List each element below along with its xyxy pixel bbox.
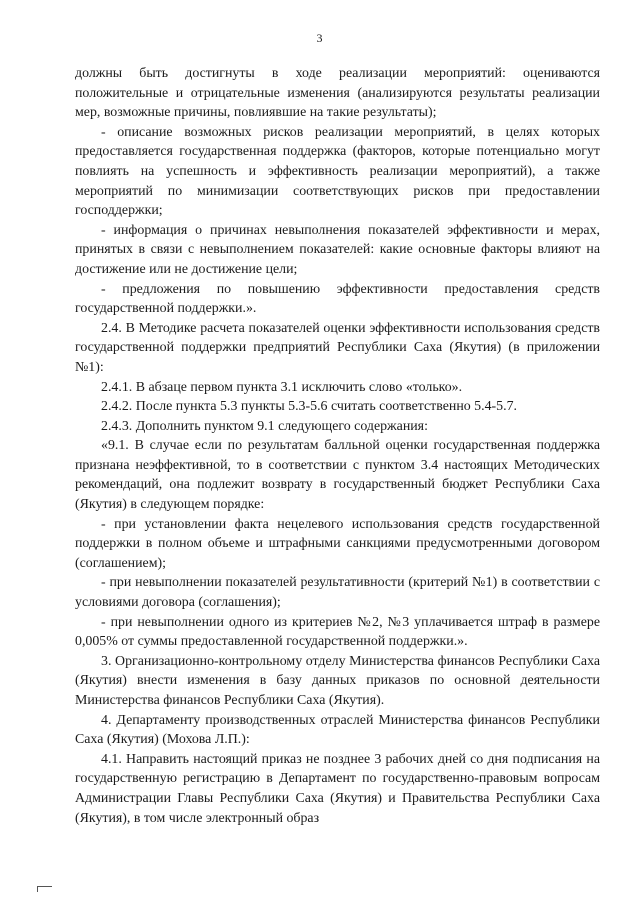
page-number: 3 <box>316 31 323 45</box>
paragraph: 2.4.1. В абзаце первом пункта 3.1 исключить слово «только». <box>101 379 463 395</box>
paragraph: - при невыполнении одного из критериев №2, №3 уплачивается штраф в размере 0,005% от суммы предоставленной государственной поддержки.». <box>75 614 600 650</box>
scan-corner-mark <box>37 886 52 892</box>
paragraph: 4.1. Направить настоящий приказ не позднее 3 рабочих дней со дня подписания на государственную регистрацию в Департамент по государственно-правовым вопросам Администрации Главы Республики Саха (Якутия) и Правительства Республики Саха (Якутия), в том числе электронный образ <box>75 751 600 826</box>
paragraph: - предложения по повышению эффективности предоставления средств государственной поддержки.». <box>75 281 600 317</box>
paragraph: 2.4. В Методике расчета показателей оценки эффективности использования средств государственной поддержки предприятий Республики Саха (Якутия) (в приложении №1): <box>75 320 600 375</box>
paragraph: - при установлении факта нецелевого использования средств государственной поддержки в полном объеме и штрафными санкциями предусмотренными договором (соглашением); <box>75 516 600 571</box>
paragraph: 3. Организационно-контрольному отделу Министерства финансов Республики Саха (Якутия) внести изменения в базу данных приказов по основной деятельности Министерства финансов Республики Саха (Якутия). <box>75 653 600 708</box>
paragraph: - описание возможных рисков реализации мероприятий, в целях которых предоставляется государственная поддержка (факторов, которые потенциально могут повлиять на успешность и эффективность реализации мероприятий), а также мероприятий по минимизации соответствующих рисков при предоставлении господдержки; <box>75 124 600 219</box>
paragraph: должны быть достигнуты в ходе реализации мероприятий: оцениваются положительные и отрицательные изменения (анализируются результаты реализации мер, возможные причины, повлиявшие на такие результаты); <box>75 66 600 121</box>
paragraph: 2.4.2. После пункта 5.3 пункты 5.3-5.6 считать соответственно 5.4-5.7. <box>101 399 517 415</box>
document-body <box>75 64 600 828</box>
paragraph: - при невыполнении показателей результативности (критерий №1) в соответствии с условиями договора (соглашения); <box>75 575 600 611</box>
paragraph: 4. Департаменту производственных отраслей Министерства финансов Республики Саха (Якутия) (Мохова Л.П.): <box>75 712 600 748</box>
paragraph: «9.1. В случае если по результатам балльной оценки государственная поддержка признана неэффективной, то в соответствии с пунктом 3.4 настоящих Методических рекомендаций, она подлежит возврату в государственный бюджет Республики Саха (Якутия) в следующем порядке: <box>75 438 600 513</box>
paragraph: 2.4.3. Дополнить пунктом 9.1 следующего содержания: <box>101 418 428 434</box>
paragraph: - информация о причинах невыполнения показателей эффективности и мерах, принятых в связи с невыполнением показателей: какие основные факторы влияют на достижение или не достижение цели; <box>75 222 600 277</box>
